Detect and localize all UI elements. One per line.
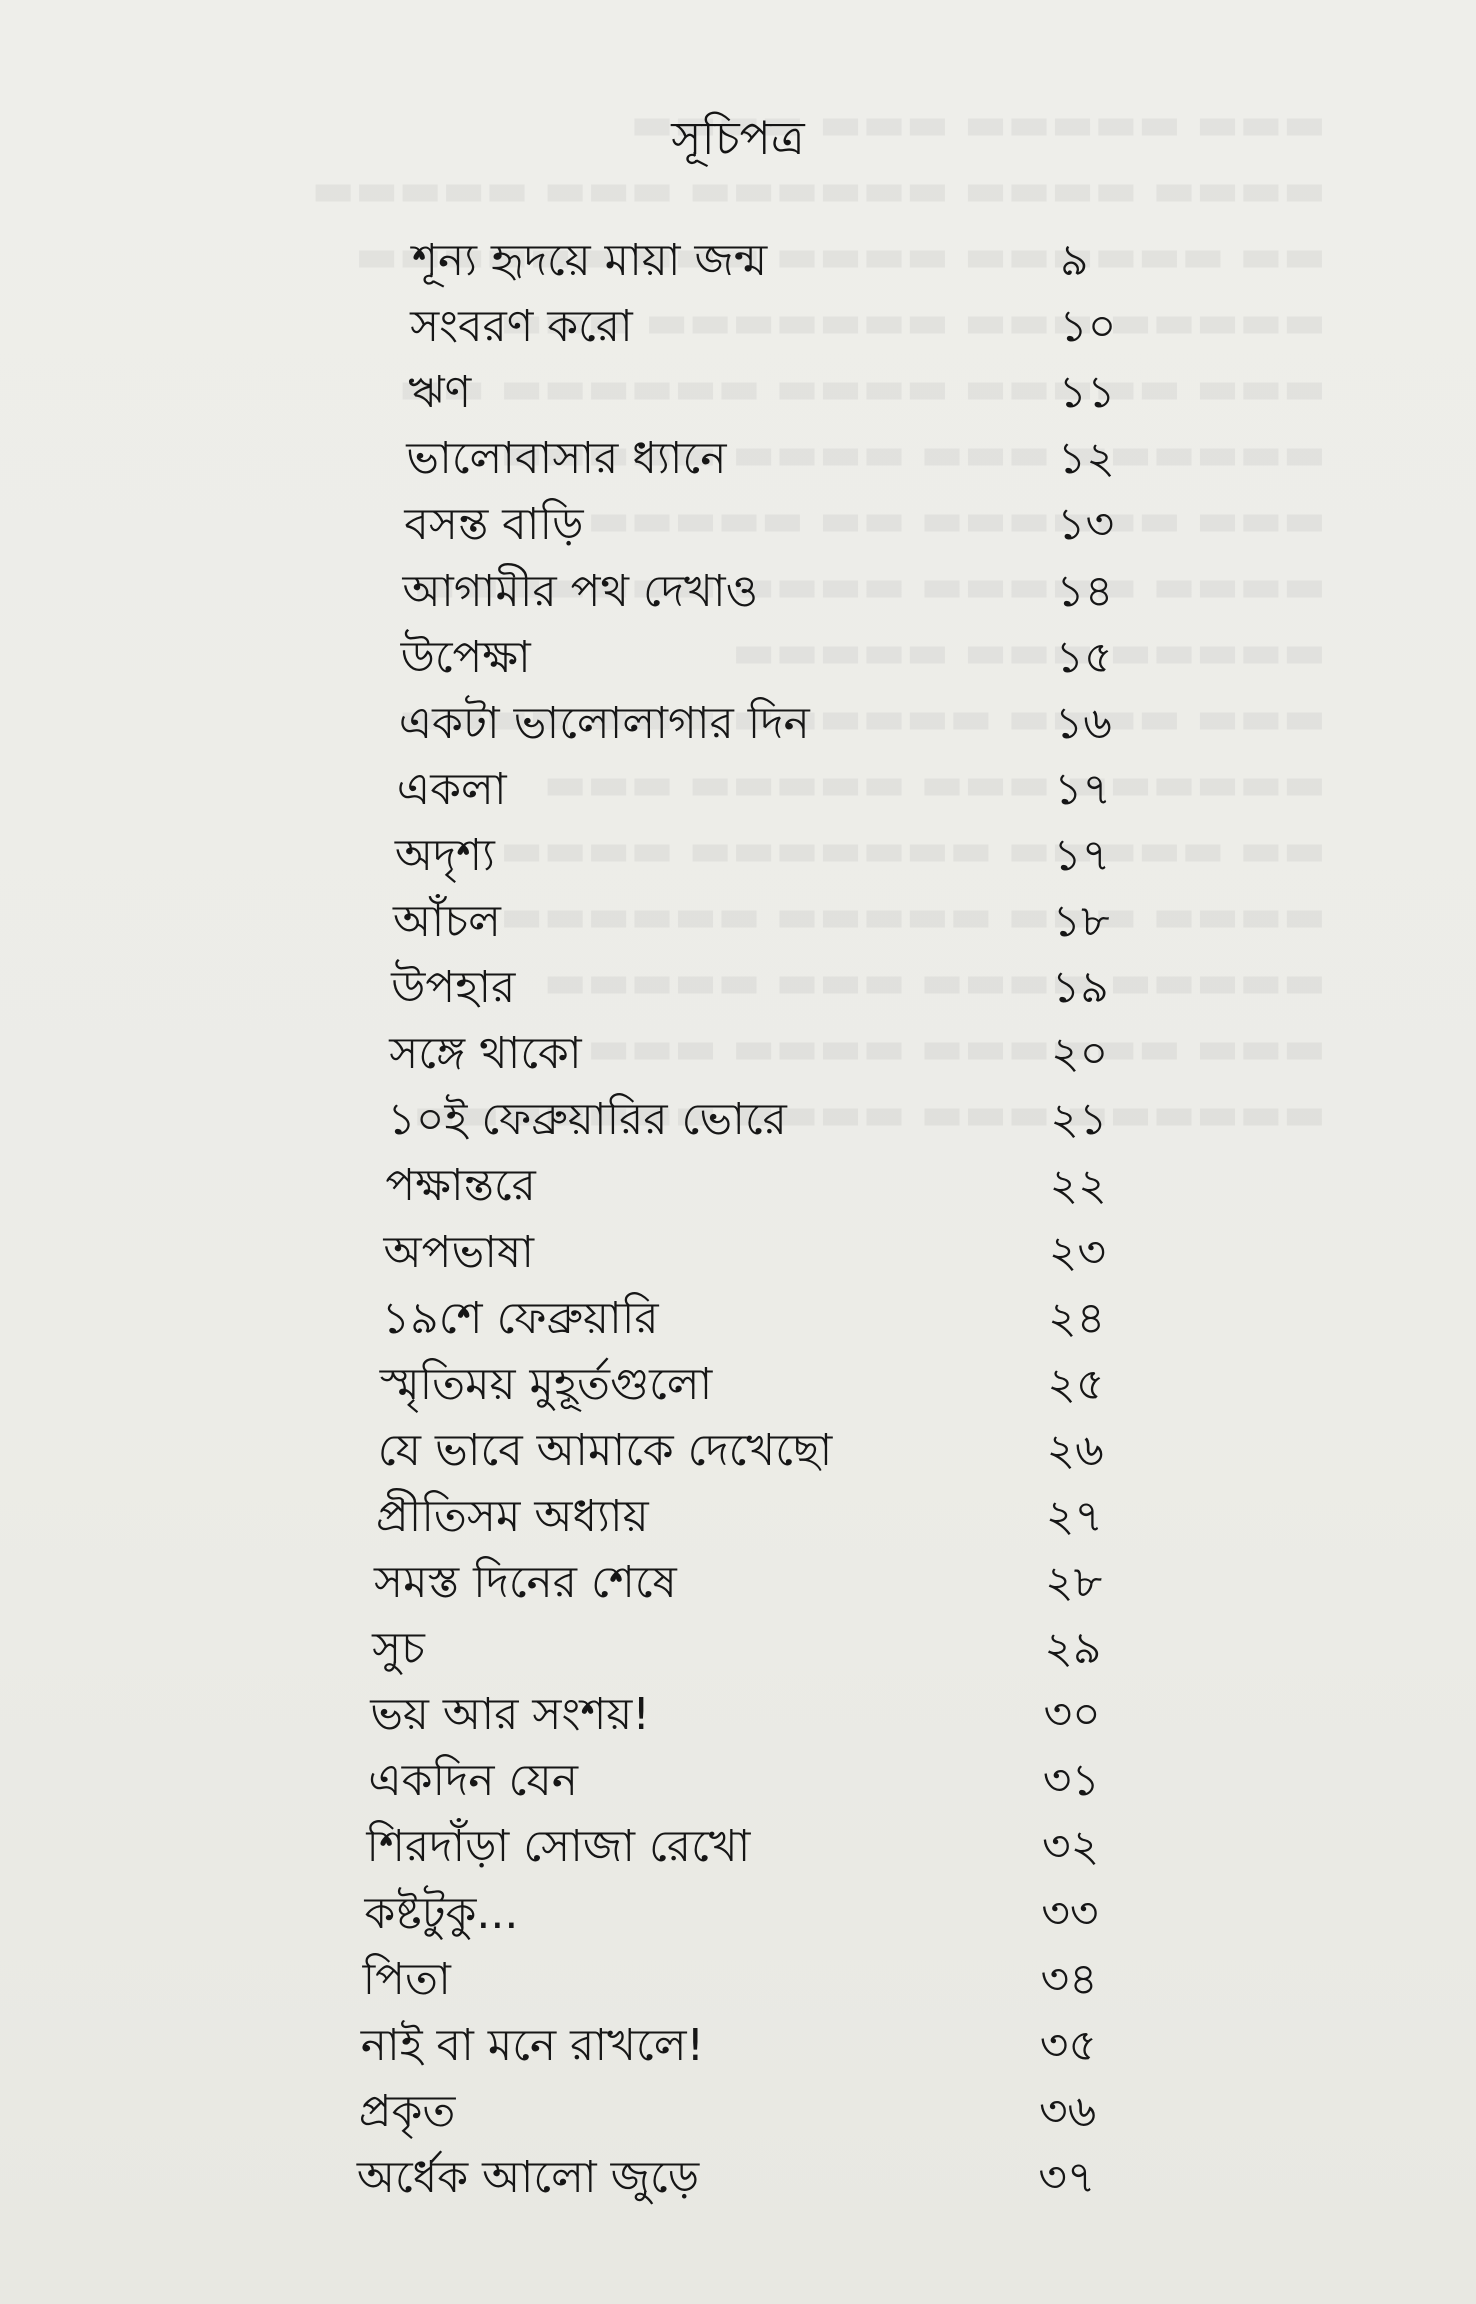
toc-entry-page: ৩০ [1043,1689,1101,1741]
page-title: সূচিপত্র [671,111,805,165]
toc-entry-title: শূন্য হৃদয়ে মায়া জন্ম [412,235,768,286]
toc-entry-title: ঋণ [408,367,472,419]
toc-entry-page: ২১ [1050,1094,1108,1146]
toc-entry [365,1881,1162,1947]
toc-entry [370,1682,1163,1748]
toc-entry-title: কষ্টটুকু... [364,1887,519,1939]
toc-entry-page: ১২ [1057,433,1115,485]
toc-entry-page: ২৩ [1048,1226,1106,1278]
toc-entry-page: ৩৬ [1038,2085,1097,2137]
toc-entry [389,1021,1171,1087]
toc-entry [376,1484,1166,1550]
toc-entry-title: অদৃশ্য [394,829,495,881]
toc-entry-page: ১৪ [1056,565,1114,617]
toc-entry-page: ২০ [1050,1028,1109,1080]
toc-entry [401,625,1176,691]
toc-entry [406,426,1177,492]
toc-entry [366,1814,1162,1880]
toc-entry [384,1220,1169,1286]
toc-entry-page: ২৯ [1044,1623,1102,1675]
toc-entry-title: বসন্ত বাড়ি [404,499,584,551]
toc-entry [404,492,1177,558]
toc-entry [363,1947,1161,2013]
toc-entry [357,2145,1158,2211]
toc-entry-page: ৯ [1060,235,1089,286]
toc-entry-title: প্রীতিসম অধ্যায় [375,1490,649,1542]
toc-entry-title: সমস্ত দিনের শেষে [374,1557,677,1608]
toc-entry-title: অপভাষা [383,1226,535,1278]
toc-entry-page: ৩৫ [1039,2019,1097,2071]
toc-entry [359,2079,1159,2145]
toc-entry-page: ১১ [1058,367,1116,419]
toc-entry-page: ৩৪ [1040,1953,1098,2005]
toc-entry-page: ৩১ [1042,1755,1100,1807]
toc-entry [374,1550,1165,1616]
toc-entry-page: ২৮ [1045,1557,1103,1608]
toc-entry [368,1748,1162,1814]
toc-entry-page: ২৬ [1046,1424,1104,1476]
toc-entry [393,889,1173,955]
toc-entry [372,1616,1164,1682]
toc-entry-title: ১০ই ফেব্রুয়ারির ভোরে [387,1094,787,1146]
toc-entry-title: সংবরণ করো [410,301,633,353]
toc-entry-title: একটা ভালোলাগার দিন [398,697,810,749]
toc-entry-page: ১৩ [1056,499,1115,551]
toc-entry-title: আঁচল [393,896,501,947]
toc-entry [410,294,1179,360]
toc-entry-title: পিতা [362,1953,451,2005]
toc-entry-title: উপেক্ষা [400,631,531,683]
toc-entry-title: প্রকৃত [358,2085,456,2137]
toc-entry [412,228,1180,294]
toc-entry-title: স্মৃতিময় মুহূর্তগুলো [379,1358,713,1410]
toc-entry-title: নাই বা মনে রাখলে! [360,2019,705,2071]
toc-entry-page: ৩৩ [1041,1887,1099,1939]
toc-entry [399,691,1175,757]
toc-entry-page: ১৭ [1053,763,1112,815]
toc-entry [380,1352,1168,1418]
toc-entry [397,757,1174,823]
toc-entry-page: ১৮ [1052,896,1110,947]
toc-entry [382,1286,1168,1352]
toc-entry-title: আগামীর পথ দেখাও [402,565,758,617]
toc-entry [361,2013,1160,2079]
toc-entry-title: অর্ধেক আলো জুড়ে [356,2151,700,2203]
toc-entry-title: উপহার [391,962,516,1014]
toc-entry-page: ১০ [1059,301,1117,353]
toc-entry-page: ৩২ [1041,1821,1100,1873]
toc-entry-page: ২৫ [1047,1358,1105,1410]
toc-entry [403,559,1177,625]
toc-entry [385,1153,1169,1219]
toc-entry [378,1418,1167,1484]
toc-entry-page: ১৫ [1055,631,1113,683]
toc-entry-page: ২৭ [1045,1490,1103,1542]
toc-entry [408,360,1178,426]
toc-entry-title: ১৯শে ফেব্রুয়ারি [381,1292,659,1344]
toc-entry-title: যে ভাবে আমাকে দেখেছো [377,1424,833,1476]
toc-entry [387,1087,1170,1153]
toc-entry-page: ২২ [1049,1160,1107,1212]
toc-entry-title: পক্ষান্তরে [385,1160,536,1212]
toc-entry-title: একলা [396,763,507,815]
toc-entry-page: ১৬ [1054,697,1112,749]
toc-entry-title: সঙ্গে থাকো [389,1028,582,1080]
toc-entry-page: ১৯ [1051,962,1109,1014]
toc-entry-title: ভালোবাসার ধ্যানে [406,433,727,485]
toc-entry-title: ভয় আর সংশয়! [370,1689,650,1741]
toc-entry-title: একদিন যেন [368,1755,578,1807]
toc-entry [395,823,1173,889]
toc-entry-page: ২৪ [1047,1292,1106,1344]
toc-entry-page: ১৭ [1053,829,1111,881]
toc-entry-title: সুচ [372,1623,425,1675]
toc-entry [391,955,1172,1021]
toc-entry-title: শিরদাঁড়া সোজা রেখো [366,1821,751,1873]
toc-entry-page: ৩৭ [1038,2151,1096,2203]
